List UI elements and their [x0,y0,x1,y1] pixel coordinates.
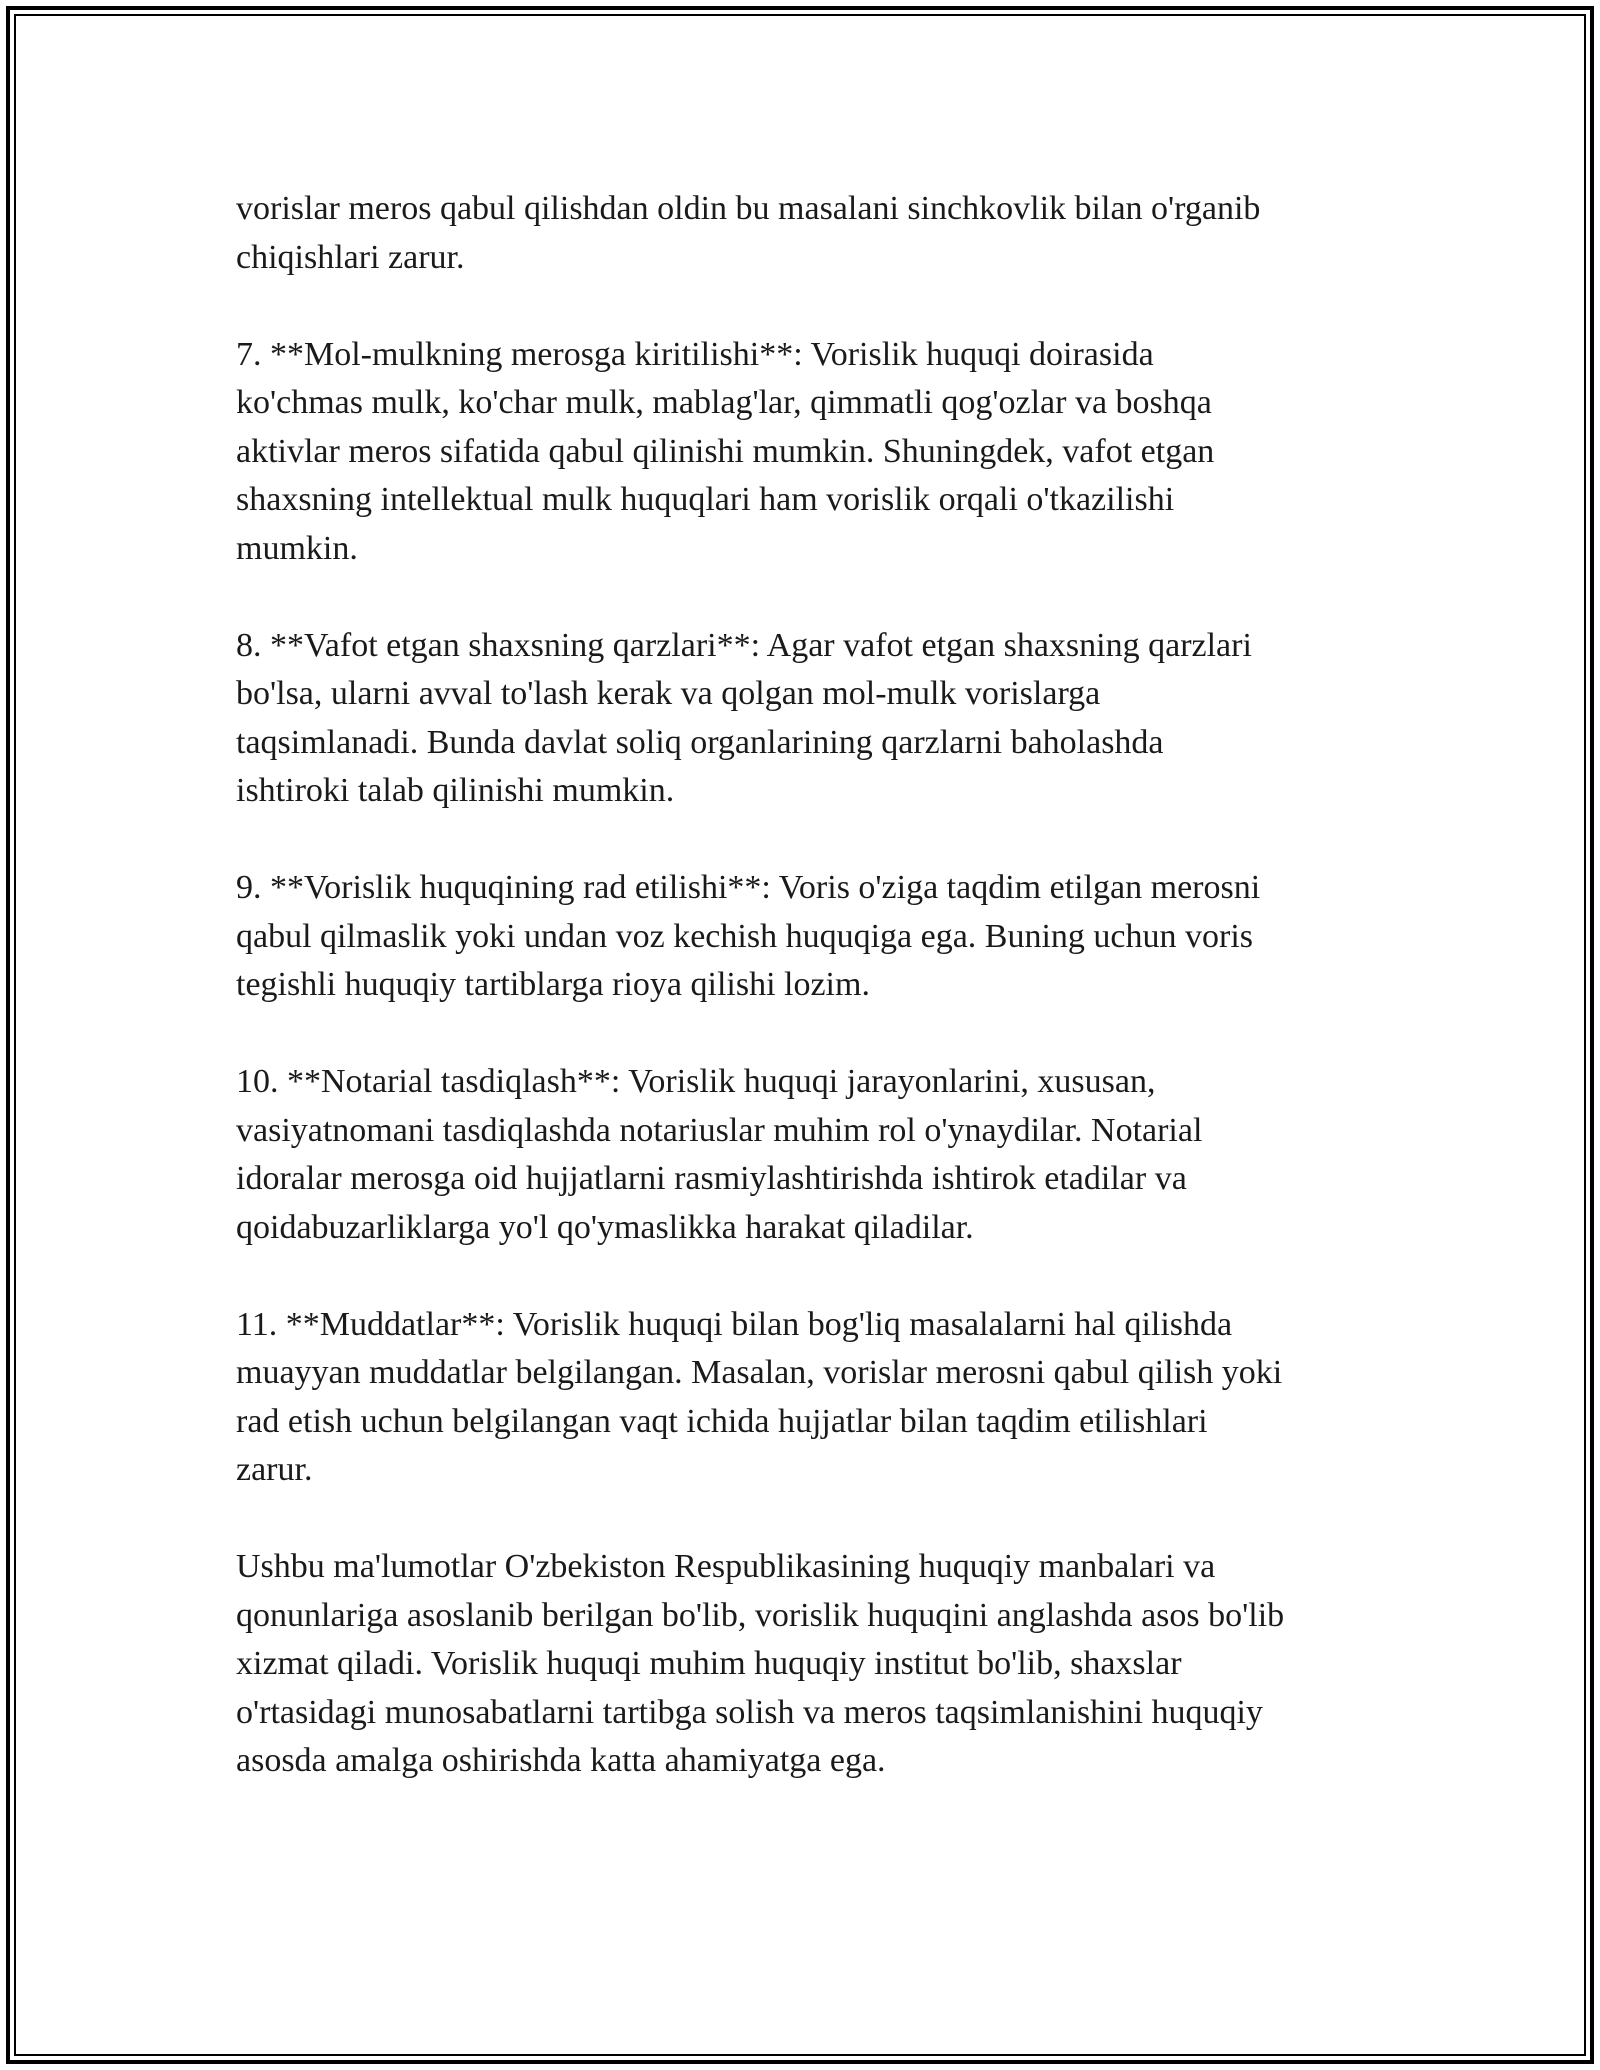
paragraph-item-7: 7. **Mol-mulkning merosga kiritilishi**: Vorislik huquqi doirasida ko'chmas mulk, ko'char mulk, mablag'lar, qimmatli qog'ozlar va boshqa aktivlar meros sifatida qabul qilinishi mumkin. Shuningdek, vafot etgan shaxsning intellektual mulk huquqlari ham vorislik orqali o'tkazilishi mumkin. [236,335,1215,567]
paragraph-item-11: 11. **Muddatlar**: Vorislik huquqi bilan bog'liq masalalarni hal qilishda muayyan muddatlar belgilangan. Masalan, vorislar merosni qabul qilish yoki rad etish uchun belgilangan vaqt ichida hujjatlar bilan taqdim etilishlari zarur. [236,1305,1283,1488]
document-body [236,185,1366,1834]
paragraph-item-10: 10. **Notarial tasdiqlash**: Vorislik huquqi jarayonlarini, xususan, vasiyatnomani tasdiqlashda notariuslar muhim rol o'ynaydilar. Notarial idoralar merosga oid hujjatlarni rasmiylashtirishda ishtirok etadilar va qoidabuzarliklarga yo'l qo'ymaslikka harakat qiladilar. [236,1063,1203,1246]
paragraph-continuation: vorislar meros qabul qilishdan oldin bu masalani sinchkovlik bilan o'rganib chiqishlari zarur. [236,190,1261,276]
paragraph-conclusion: Ushbu ma'lumotlar O'zbekiston Respublikasining huquqiy manbalari va qonunlariga asoslanib berilgan bo'lib, vorislik huquqini anglashda asos bo'lib xizmat qiladi. Vorislik huquqi muhim huquqiy institut bo'lib, shaxslar o'rtasidagi munosabatlarni tartibga solish va meros taqsimlanishini huquqiy asosda amalga oshirishda katta ahamiyatga ega. [236,1548,1285,1779]
paragraph-item-9: 9. **Vorislik huquqining rad etilishi**: Voris o'ziga taqdim etilgan merosni qabul qilmaslik yoki undan voz kechish huquqiga ega. Buning uchun voris tegishli huquqiy tartiblarga rioya qilishi lozim. [236,869,1261,1003]
paragraph-item-8: 8. **Vafot etgan shaxsning qarzlari**: Agar vafot etgan shaxsning qarzlari bo'lsa, ularni avval to'lash kerak va qolgan mol-mulk vorislarga taqsimlanadi. Bunda davlat soliq organlarining qarzlarni baholashda ishtiroki talab qilinishi mumkin. [236,626,1252,809]
